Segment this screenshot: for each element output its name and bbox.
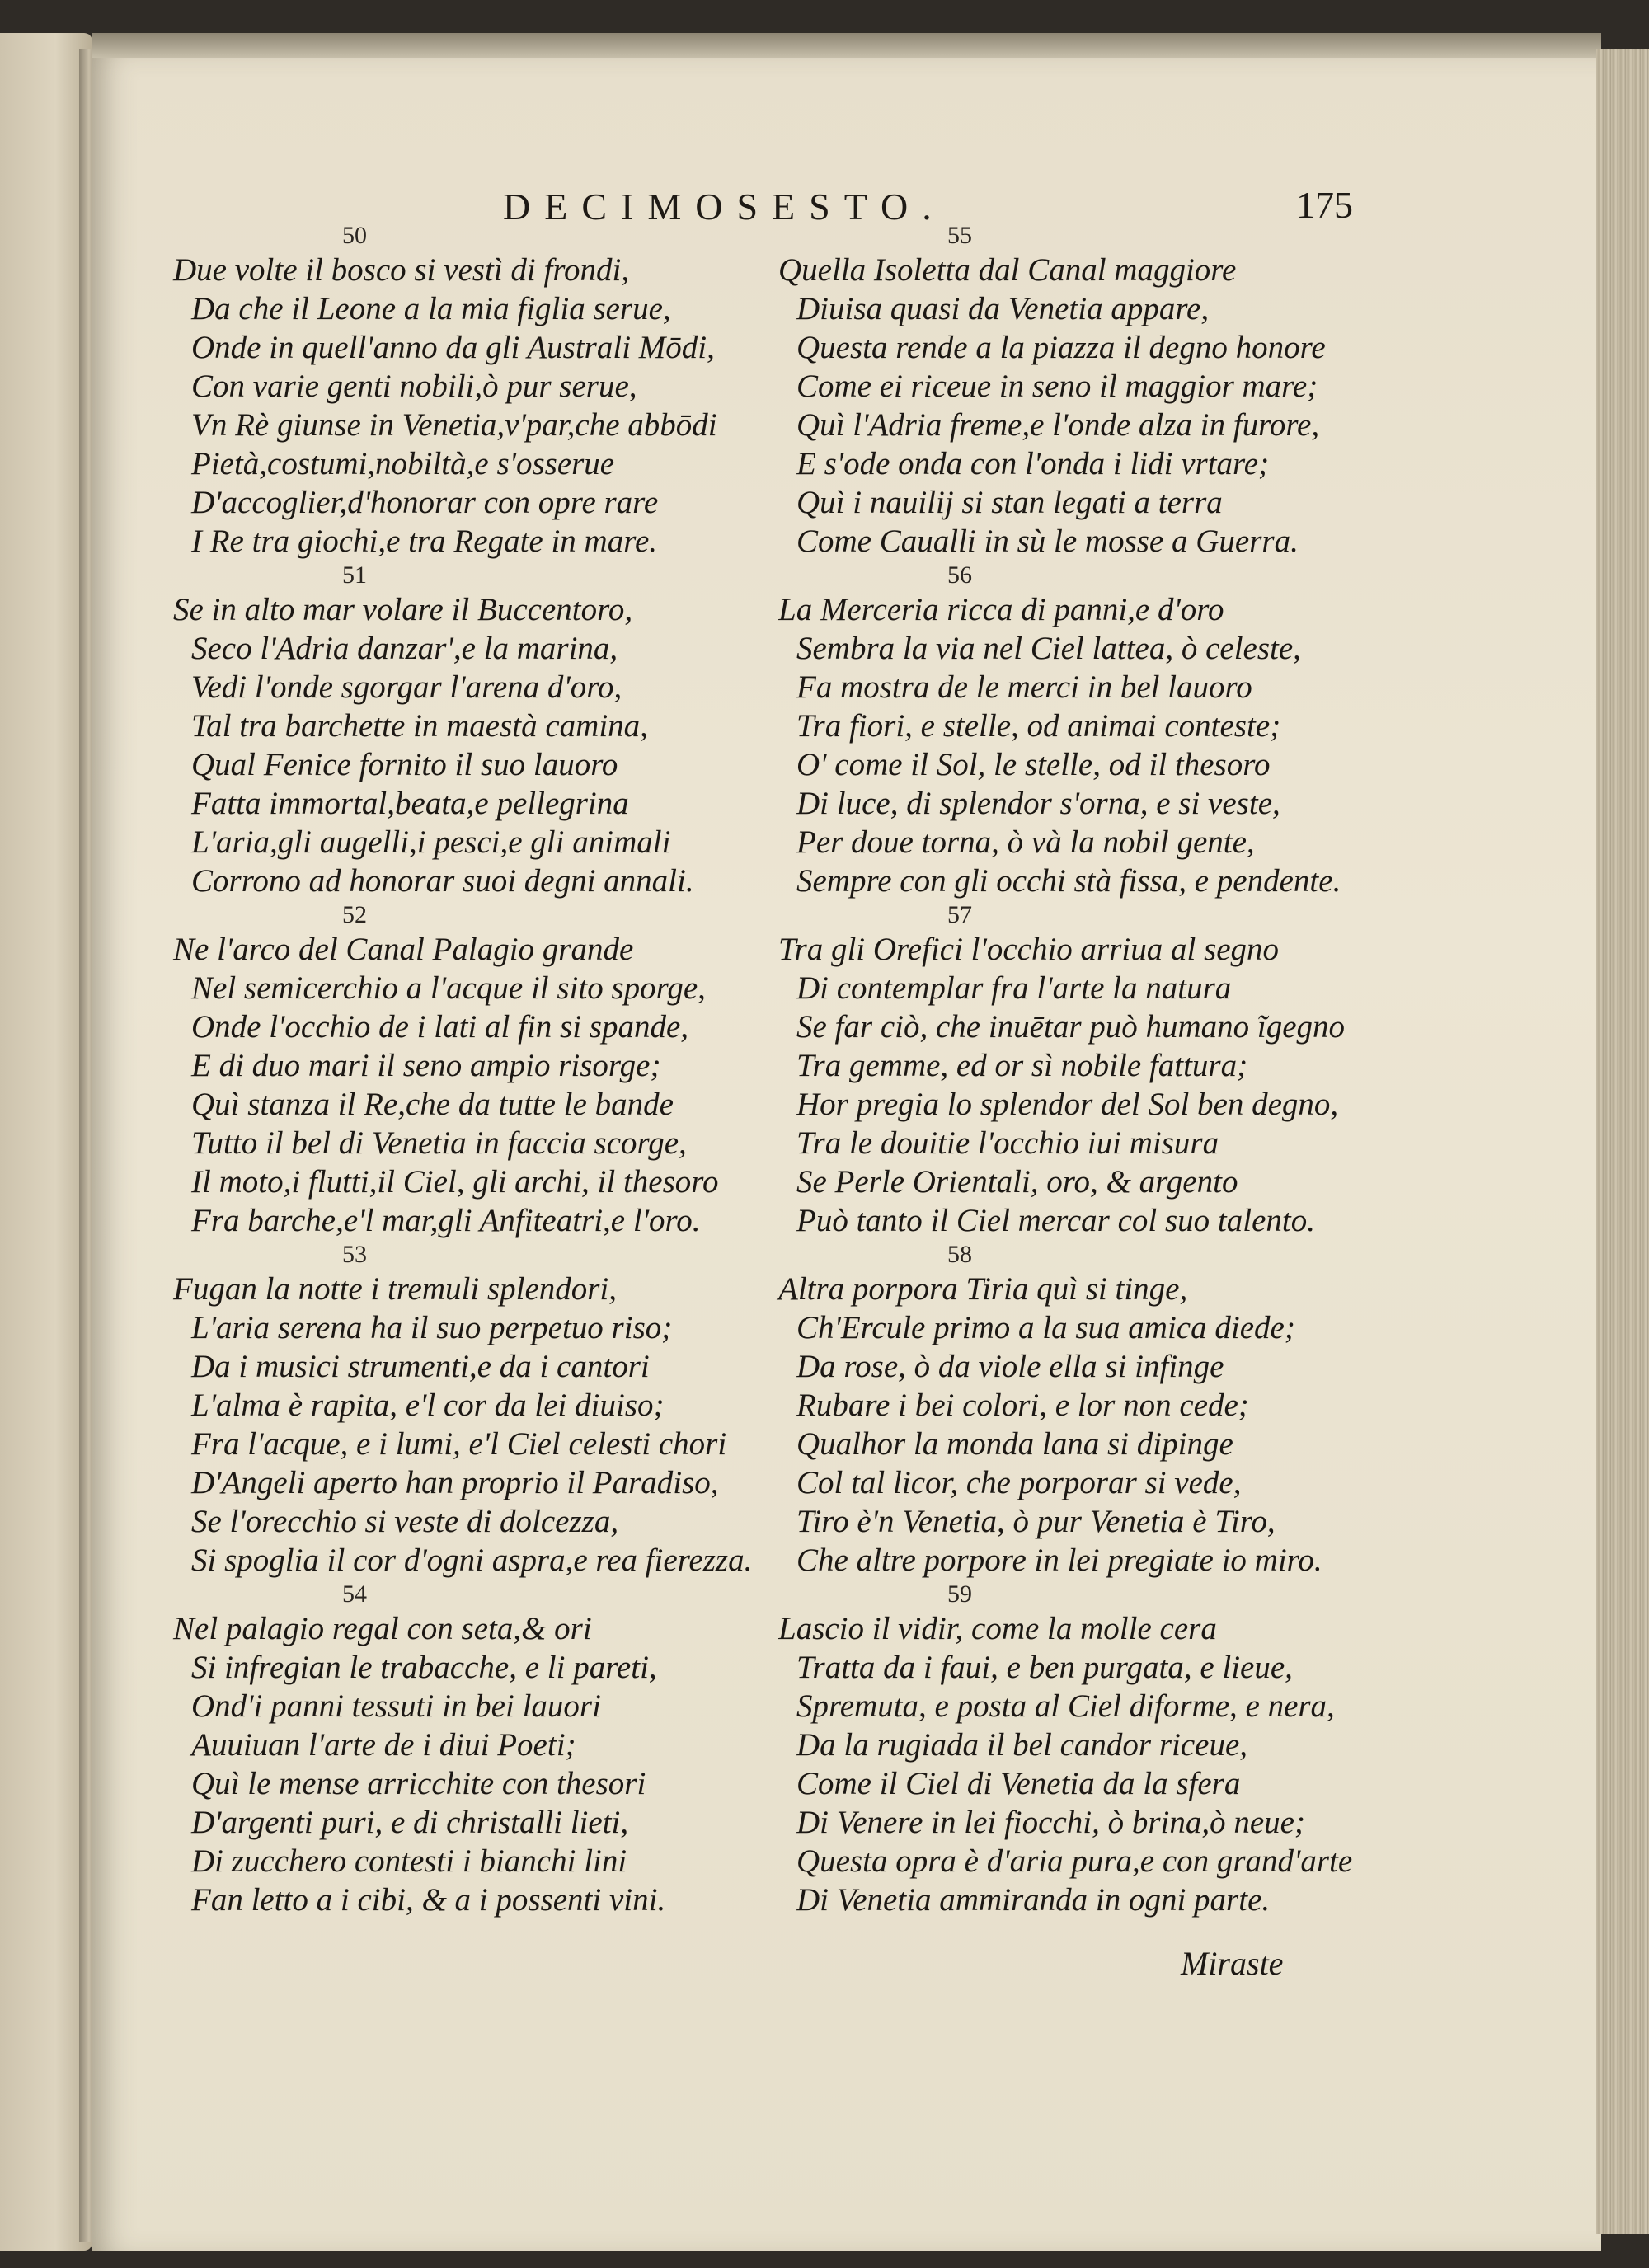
verse-line: Diuisa quasi da Venetia appare, <box>796 291 1210 326</box>
stanza-number: 52 <box>342 901 367 928</box>
verse-line: Come il Ciel di Venetia da la sfera <box>796 1766 1241 1801</box>
verse-line: Da la rugiada il bel candor riceue, <box>796 1727 1248 1763</box>
verse-line: Si infregian le trabacche, e li pareti, <box>191 1650 657 1685</box>
verse-line: Altra porpora Tiria quì si tinge, <box>778 1271 1188 1307</box>
verse-line: Di Venere in lei fiocchi, ò brina,ò neue; <box>796 1805 1305 1840</box>
stanza <box>173 900 816 1240</box>
stanza <box>778 1580 1421 1919</box>
verse-line: Con varie genti nobili,ò pur serue, <box>191 369 637 404</box>
verse-line: Fatta immortal,beata,e pellegrina <box>191 786 629 821</box>
stanza <box>778 900 1421 1240</box>
verse-line: Se far ciò, che inuētar può humano ĩgegno <box>796 1009 1346 1045</box>
verse-line: Vedi l'onde sgorgar l'arena d'oro, <box>191 669 622 705</box>
verse-line: Quì stanza il Re,che da tutte le bande <box>191 1087 674 1122</box>
verse-line: Fugan la notte i tremuli splendori, <box>173 1271 618 1307</box>
page-fore-edge <box>1596 49 1649 2234</box>
verse-line: Come Caualli in sù le mosse a Guerra. <box>796 524 1299 559</box>
verse-line: Fra l'acque, e i lumi, e'l Ciel celesti chori <box>191 1426 727 1462</box>
verse-line: Onde in quell'anno da gli Australi Mōdi, <box>191 330 715 365</box>
verse-line: Tra le douitie l'occhio iui misura <box>796 1125 1219 1161</box>
stanza <box>778 221 1421 561</box>
verse-line: Questa opra è d'aria pura,e con grand'arte <box>796 1843 1353 1879</box>
verse-line: Vn Rè giunse in Venetia,v'par,che abbōdi <box>191 407 717 443</box>
stanza <box>173 561 816 900</box>
verse-line: O' come il Sol, le stelle, od il thesoro <box>796 747 1271 782</box>
verse-line: Fra barche,e'l mar,gli Anfiteatri,e l'oro. <box>191 1203 701 1238</box>
verse-line: Tutto il bel di Venetia in faccia scorge, <box>191 1125 687 1161</box>
stanza <box>173 1240 816 1580</box>
verse-line: Tra gemme, ed or sì nobile fattura; <box>796 1048 1248 1083</box>
verse-line: D'accoglier,d'honorar con opre rare <box>191 485 659 520</box>
verse-line: Pietà,costumi,nobiltà,e s'osserue <box>191 446 615 481</box>
stanza <box>778 1240 1421 1580</box>
verse-line: E s'ode onda con l'onda i lidi vrtare; <box>796 446 1270 481</box>
verse-line: Se Perle Orientali, oro, & argento <box>796 1164 1238 1200</box>
verse-line: Qualhor la monda lana si dipinge <box>796 1426 1233 1462</box>
verse-line: Ond'i panni tessuti in bei lauori <box>191 1688 601 1724</box>
page-number: 175 <box>1296 184 1353 226</box>
verse-line: Auuiuan l'arte de i diui Poeti; <box>191 1727 576 1763</box>
verse-line: L'aria,gli augelli,i pesci,e gli animali <box>191 824 671 860</box>
verse-line: Ne l'arco del Canal Palagio grande <box>173 932 634 967</box>
running-head: DECIMOSESTO. <box>503 185 946 228</box>
verse-line: Da rose, ò da viole ella si infinge <box>796 1349 1224 1384</box>
verse-line: Tratta da i faui, e ben purgata, e lieue, <box>796 1650 1293 1685</box>
verse-line: Sempre con gli occhi stà fissa, e pendente. <box>796 863 1341 899</box>
verse-line: Tra fiori, e stelle, od animai conteste; <box>796 708 1281 744</box>
verse-line: Che altre porpore in lei pregiate io miro. <box>796 1543 1322 1578</box>
verse-line: Si spoglia il cor d'ogni aspra,e rea fierezza. <box>191 1543 753 1578</box>
stanza-number: 54 <box>342 1580 367 1608</box>
verse-line: Se in alto mar volare il Buccentoro, <box>173 592 633 627</box>
verse-line: Per doue torna, ò và la nobil gente, <box>796 824 1255 860</box>
verse-line: Corrono ad honorar suoi degni annali. <box>191 863 694 899</box>
right-column <box>778 221 1421 1919</box>
verse-line: Rubare i bei colori, e lor non cede; <box>796 1388 1249 1423</box>
verse-line: Di contemplar fra l'arte la natura <box>796 970 1232 1006</box>
stanza <box>173 1580 816 1919</box>
verse-line: Quì i nauilij si stan legati a terra <box>796 485 1223 520</box>
verse-line: Hor pregia lo splendor del Sol ben degno, <box>796 1087 1339 1122</box>
stanza-number: 57 <box>947 901 972 928</box>
verse-line: Di zucchero contesti i bianchi lini <box>191 1843 627 1879</box>
verse-line: D'Angeli aperto han proprio il Paradiso, <box>191 1465 719 1500</box>
verse-line: Se l'orecchio si veste di dolcezza, <box>191 1504 619 1539</box>
verse-line: Fa mostra de le merci in bel lauoro <box>796 669 1252 705</box>
verse-line: Seco l'Adria danzar',e la marina, <box>191 631 618 666</box>
verse-line: Ch'Ercule primo a la sua amica diede; <box>796 1310 1295 1345</box>
verse-line: Come ei riceue in seno il maggior mare; <box>796 369 1318 404</box>
verse-line: Sembra la via nel Ciel lattea, ò celeste, <box>796 631 1301 666</box>
verse-line: Spremuta, e posta al Ciel diforme, e nera, <box>796 1688 1335 1724</box>
stanza <box>778 561 1421 900</box>
verse-line: D'argenti puri, e di christalli lieti, <box>191 1805 629 1840</box>
verse-line: Qual Fenice fornito il suo lauoro <box>191 747 618 782</box>
stanza-number: 58 <box>947 1241 972 1268</box>
stanza-number: 55 <box>947 222 972 249</box>
stanza-number: 50 <box>342 222 367 249</box>
verse-line: Tal tra barchette in maestà camina, <box>191 708 648 744</box>
verse-line: Nel semicerchio a l'acque il sito sporge, <box>191 970 706 1006</box>
stanza <box>173 221 816 561</box>
stanza-number: 51 <box>342 561 367 589</box>
verse-line: La Merceria ricca di panni,e d'oro <box>778 592 1224 627</box>
verse-line: L'aria serena ha il suo perpetuo riso; <box>191 1310 673 1345</box>
stanza-number: 59 <box>947 1580 972 1608</box>
verse-line: L'alma è rapita, e'l cor da lei diuiso; <box>191 1388 665 1423</box>
left-column <box>173 221 816 1919</box>
verse-line: Il moto,i flutti,il Ciel, gli archi, il thesoro <box>191 1164 719 1200</box>
verse-line: Lascio il vidir, come la molle cera <box>778 1611 1217 1646</box>
verse-line: Di luce, di splendor s'orna, e si veste, <box>796 786 1280 821</box>
verse-line: Tra gli Orefici l'occhio arriua al segno <box>778 932 1280 967</box>
verse-line: I Re tra giochi,e tra Regate in mare. <box>191 524 658 559</box>
verse-line: Onde l'occhio de i lati al fin si spande, <box>191 1009 689 1045</box>
stanza-number: 56 <box>947 561 972 589</box>
verse-line: E di duo mari il seno ampio risorge; <box>191 1048 661 1083</box>
verse-line: Può tanto il Ciel mercar col suo talento. <box>796 1203 1315 1238</box>
verse-line: Da i musici strumenti,e da i cantori <box>191 1349 650 1384</box>
stanza-number: 53 <box>342 1241 367 1268</box>
catchword: Miraste <box>1181 1945 1284 1982</box>
verse-line: Questa rende a la piazza il degno honore <box>796 330 1326 365</box>
verse-line: Tiro è'n Venetia, ò pur Venetia è Tiro, <box>796 1504 1276 1539</box>
verse-line: Quì le mense arricchite con thesori <box>191 1766 646 1801</box>
verse-line: Nel palagio regal con seta,& ori <box>173 1611 592 1646</box>
verse-line: Da che il Leone a la mia figlia serue, <box>191 291 671 326</box>
verse-line: Quella Isoletta dal Canal maggiore <box>778 252 1237 288</box>
verse-line: Due volte il bosco si vestì di frondi, <box>173 252 630 288</box>
verse-line: Col tal licor, che porporar si vede, <box>796 1465 1242 1500</box>
verse-line: Fan letto a i cibi, & a i possenti vini. <box>191 1882 666 1918</box>
verse-line: Quì l'Adria freme,e l'onde alza in furore, <box>796 407 1320 443</box>
verse-line: Di Venetia ammiranda in ogni parte. <box>796 1882 1271 1918</box>
